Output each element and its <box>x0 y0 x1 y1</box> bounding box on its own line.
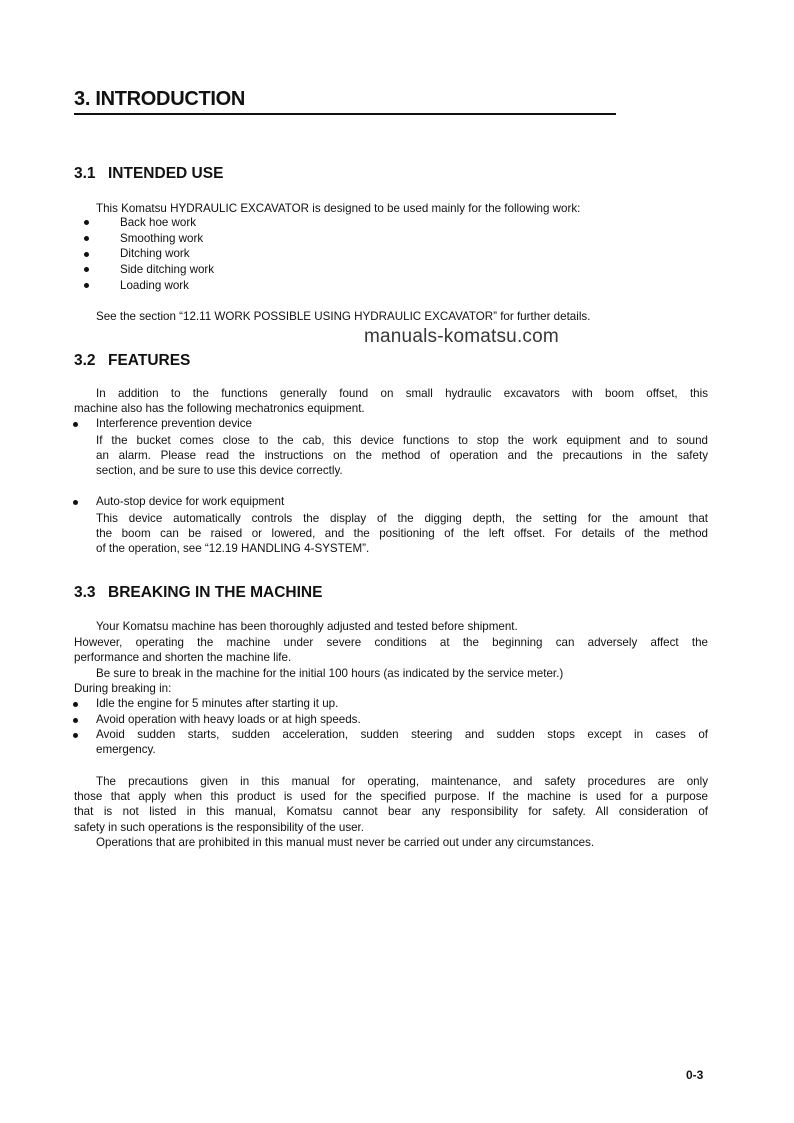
list-item: Ditching work <box>120 247 190 260</box>
see-section-note: See the section “12.11 WORK POSSIBLE USING HYDRAULIC EXCAVATOR” for further details. <box>96 310 591 323</box>
intended-use-intro: This Komatsu HYDRAULIC EXCAVATOR is designed to be used mainly for the following work: <box>96 202 581 215</box>
list-item: Avoid sudden starts, sudden acceleration, sudden steering and sudden stops except in cases of <box>96 728 708 741</box>
list-item: emergency. <box>96 743 156 756</box>
title-underline <box>74 113 616 115</box>
bullet-icon <box>84 220 89 225</box>
bullet-icon <box>73 718 78 723</box>
paragraph-line: Operations that are prohibited in this manual must never be carried out under any circumstances. <box>96 836 595 849</box>
feature-title: Auto-stop device for work equipment <box>96 495 285 508</box>
section-number: 3.3 <box>74 584 96 601</box>
list-item: Smoothing work <box>120 232 204 245</box>
list-item: Idle the engine for 5 minutes after starting it up. <box>96 697 339 710</box>
paragraph-line: During breaking in: <box>74 682 172 695</box>
paragraph-line: machine also has the following mechatronics equipment. <box>74 402 365 415</box>
section-number: 3.2 <box>74 352 96 369</box>
paragraph-line: performance and shorten the machine life. <box>74 651 292 664</box>
paragraph-line: Be sure to break in the machine for the initial 100 hours (as indicated by the service meter.) <box>96 667 564 680</box>
section-title: FEATURES <box>108 352 191 369</box>
list-item: Back hoe work <box>120 216 197 229</box>
paragraph-line: section, and be sure to use this device correctly. <box>96 464 343 477</box>
list-item: Loading work <box>120 279 189 292</box>
section-heading-breaking-in <box>74 584 322 602</box>
paragraph-line: that is not listed in this manual, Komatsu cannot bear any responsibility for safety. All consideration of <box>74 805 708 818</box>
bullet-icon <box>73 500 78 505</box>
section-number: 3.1 <box>74 165 96 182</box>
paragraph-line: safety in such operations is the responsibility of the user. <box>74 821 365 834</box>
paragraph-line: the boom can be raised or lowered, and the positioning of the left offset. For details of the method <box>96 527 708 540</box>
paragraph-line: an alarm. Please read the instructions on the method of operation and the precautions in the safety <box>96 449 708 462</box>
section-heading-intended-use <box>74 165 223 183</box>
bullet-icon <box>84 236 89 241</box>
watermark: manuals-komatsu.com <box>364 326 559 347</box>
feature-title: Interference prevention device <box>96 417 252 430</box>
paragraph-line: However, operating the machine under severe conditions at the beginning can adversely affect the <box>74 636 708 649</box>
bullet-icon <box>84 283 89 288</box>
bullet-icon <box>73 702 78 707</box>
page-number: 0-3 <box>686 1068 704 1082</box>
section-title: BREAKING IN THE MACHINE <box>108 584 323 601</box>
paragraph-line: Your Komatsu machine has been thoroughly adjusted and tested before shipment. <box>96 620 518 633</box>
paragraph-line: of the operation, see “12.19 HANDLING 4-SYSTEM”. <box>96 542 370 555</box>
chapter-title: 3. INTRODUCTION <box>74 88 246 110</box>
paragraph-line: those that apply when this product is used for the specified purpose. If the machine is used for a purpose <box>74 790 708 803</box>
bullet-icon <box>84 267 89 272</box>
section-title: INTENDED USE <box>108 165 224 182</box>
paragraph-line: This device automatically controls the display of the digging depth, the setting for the amount that <box>96 512 708 525</box>
paragraph-line: The precautions given in this manual for operating, maintenance, and safety procedures are only <box>96 775 708 788</box>
list-item: Side ditching work <box>120 263 215 276</box>
list-item: Avoid operation with heavy loads or at high speeds. <box>96 713 361 726</box>
bullet-icon <box>84 252 89 257</box>
bullet-icon <box>73 733 78 738</box>
paragraph-line: If the bucket comes close to the cab, this device functions to stop the work equipment and to sound <box>96 434 708 447</box>
section-heading-features <box>74 352 190 370</box>
paragraph-line: In addition to the functions generally found on small hydraulic excavators with boom offset, this <box>96 387 708 400</box>
bullet-icon <box>73 422 78 427</box>
